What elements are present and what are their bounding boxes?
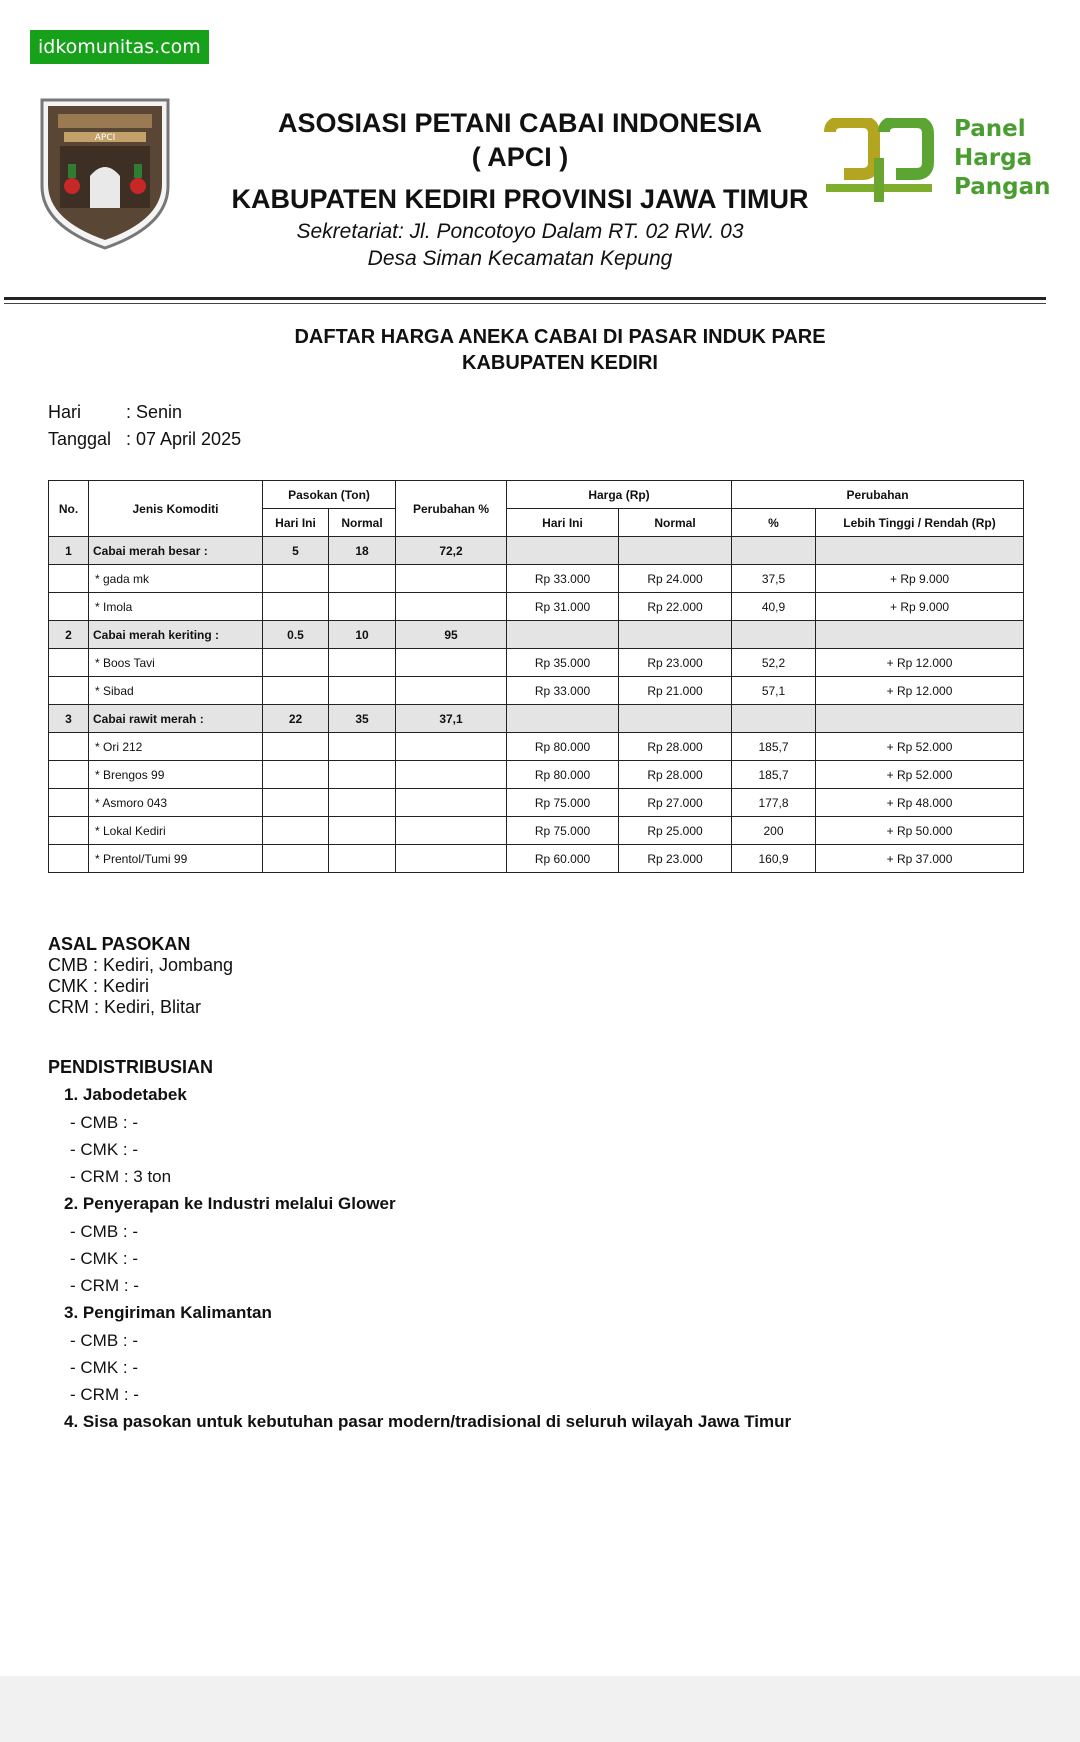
row-harga-hari-ini — [507, 705, 619, 733]
row-pasokan-normal — [329, 733, 396, 761]
row-pasokan-normal — [329, 789, 396, 817]
distribution-item: - CMB : - — [70, 1222, 138, 1241]
row-diff: + Rp 52.000 — [816, 733, 1024, 761]
row-diff: + Rp 12.000 — [816, 649, 1024, 677]
row-pct: 177,8 — [732, 789, 816, 817]
row-perubahan-pct — [396, 761, 507, 789]
row-no — [49, 761, 89, 789]
row-harga-hari-ini: Rp 35.000 — [507, 649, 619, 677]
row-harga-normal: Rp 23.000 — [619, 845, 732, 873]
org-region: KABUPATEN KEDIRI PROVINSI JAWA TIMUR — [231, 184, 809, 214]
table-header-row-1 — [49, 481, 1024, 509]
row-harga-normal: Rp 21.000 — [619, 677, 732, 705]
row-name: * gada mk — [89, 565, 263, 593]
distribution-heading: 4. Sisa pasokan untuk kebutuhan pasar modern/tradisional di seluruh wilayah Jawa Timur — [64, 1412, 792, 1431]
row-pct — [732, 537, 816, 565]
meta-date — [48, 429, 241, 450]
php-line-2: Harga — [954, 145, 1033, 171]
table-row — [49, 761, 1024, 789]
col-perubahan-pct: Perubahan % — [396, 481, 507, 537]
table-row — [49, 565, 1024, 593]
row-perubahan-pct — [396, 789, 507, 817]
row-harga-hari-ini: Rp 75.000 — [507, 789, 619, 817]
row-harga-normal: Rp 28.000 — [619, 733, 732, 761]
org-abbr: ( APCI ) — [471, 142, 569, 172]
distribution-heading: 3. Pengiriman Kalimantan — [64, 1303, 272, 1322]
row-pasokan-hari-ini — [263, 677, 329, 705]
row-diff: + Rp 9.000 — [816, 593, 1024, 621]
distribution-item: - CMK : - — [70, 1249, 138, 1268]
row-harga-normal: Rp 24.000 — [619, 565, 732, 593]
table-row — [49, 789, 1024, 817]
row-pasokan-normal: 18 — [329, 537, 396, 565]
asal-pasokan-line: CRM : Kediri, Blitar — [48, 997, 202, 1017]
row-pasokan-hari-ini: 0.5 — [263, 621, 329, 649]
asal-pasokan-section — [48, 934, 233, 1018]
row-pasokan-normal — [329, 761, 396, 789]
footer-band — [0, 1676, 1080, 1742]
row-perubahan-pct — [396, 733, 507, 761]
row-no — [49, 845, 89, 873]
meta-day-value: : Senin — [126, 402, 183, 422]
row-diff: + Rp 37.000 — [816, 845, 1024, 873]
header-rule-thin — [4, 303, 1046, 304]
row-pasokan-normal: 35 — [329, 705, 396, 733]
row-no — [49, 593, 89, 621]
row-harga-normal: Rp 25.000 — [619, 817, 732, 845]
row-pct: 52,2 — [732, 649, 816, 677]
row-no — [49, 733, 89, 761]
row-name: Cabai rawit merah : — [89, 705, 263, 733]
header-rule-thick — [4, 297, 1046, 300]
row-pasokan-hari-ini — [263, 845, 329, 873]
row-no — [49, 649, 89, 677]
distribution-item: - CMK : - — [70, 1358, 138, 1377]
row-perubahan-pct: 37,1 — [396, 705, 507, 733]
row-no: 3 — [49, 705, 89, 733]
asal-pasokan-line: CMB : Kediri, Jombang — [48, 955, 234, 975]
distribution-heading: 2. Penyerapan ke Industri melalui Glower — [64, 1194, 396, 1213]
apci-logo — [38, 94, 172, 252]
php-line-3: Pangan — [954, 174, 1051, 200]
distribution-item: - CRM : 3 ton — [70, 1167, 172, 1186]
distribution-item: - CRM : - — [70, 1385, 139, 1404]
col-pasokan-normal: Normal — [329, 509, 396, 537]
row-harga-normal: Rp 28.000 — [619, 761, 732, 789]
category-row — [49, 621, 1024, 649]
row-perubahan-pct — [396, 845, 507, 873]
row-pasokan-hari-ini — [263, 649, 329, 677]
meta-day-label: Hari — [48, 402, 82, 422]
row-pasokan-normal — [329, 845, 396, 873]
table-row — [49, 845, 1024, 873]
row-harga-normal — [619, 537, 732, 565]
watermark-badge: idkomunitas.com — [30, 30, 209, 64]
row-pct — [732, 705, 816, 733]
asal-pasokan-title: ASAL PASOKAN — [48, 934, 191, 954]
row-pct: 160,9 — [732, 845, 816, 873]
row-name: Cabai merah keriting : — [89, 621, 263, 649]
apci-logo-text: APCI — [94, 133, 116, 143]
row-harga-hari-ini: Rp 80.000 — [507, 761, 619, 789]
row-name: * Asmoro 043 — [89, 789, 263, 817]
col-harga: Harga (Rp) — [507, 481, 732, 509]
row-harga-hari-ini: Rp 33.000 — [507, 565, 619, 593]
row-name: Cabai merah besar : — [89, 537, 263, 565]
row-pct: 37,5 — [732, 565, 816, 593]
col-pasokan: Pasokan (Ton) — [263, 481, 396, 509]
row-harga-hari-ini: Rp 80.000 — [507, 733, 619, 761]
org-address-line-1: Sekretariat: Jl. Poncotoyo Dalam RT. 02 RW. 03 — [296, 220, 744, 243]
table-row — [49, 733, 1024, 761]
table-row — [49, 593, 1024, 621]
row-name: * Boos Tavi — [89, 649, 263, 677]
row-pasokan-hari-ini: 22 — [263, 705, 329, 733]
row-diff: + Rp 9.000 — [816, 565, 1024, 593]
col-perubahan-persen: % — [732, 509, 816, 537]
row-pasokan-hari-ini: 5 — [263, 537, 329, 565]
col-perubahan: Perubahan — [732, 481, 1024, 509]
row-pct: 185,7 — [732, 761, 816, 789]
table-row — [49, 677, 1024, 705]
row-pasokan-hari-ini — [263, 733, 329, 761]
meta-date-label: Tanggal — [48, 429, 112, 449]
row-no — [49, 677, 89, 705]
row-diff: + Rp 52.000 — [816, 761, 1024, 789]
row-diff — [816, 621, 1024, 649]
col-harga-normal: Normal — [619, 509, 732, 537]
asal-pasokan-line: CMK : Kediri — [48, 976, 150, 996]
row-perubahan-pct — [396, 565, 507, 593]
col-no: No. — [49, 481, 89, 537]
row-pasokan-normal — [329, 649, 396, 677]
row-harga-normal: Rp 23.000 — [619, 649, 732, 677]
category-row — [49, 705, 1024, 733]
php-line-1: Panel — [954, 116, 1026, 142]
row-pasokan-normal — [329, 817, 396, 845]
row-harga-hari-ini: Rp 60.000 — [507, 845, 619, 873]
row-pct: 185,7 — [732, 733, 816, 761]
meta-date-value: : 07 April 2025 — [126, 429, 242, 449]
distribution-heading: 1. Jabodetabek — [64, 1085, 187, 1104]
row-no: 1 — [49, 537, 89, 565]
row-diff — [816, 537, 1024, 565]
row-harga-normal: Rp 22.000 — [619, 593, 732, 621]
pendistribusian-title: PENDISTRIBUSIAN — [48, 1057, 214, 1077]
col-perubahan-selisih: Lebih Tinggi / Rendah (Rp) — [816, 509, 1024, 537]
col-pasokan-hari-ini: Hari Ini — [263, 509, 329, 537]
row-no — [49, 817, 89, 845]
row-perubahan-pct: 72,2 — [396, 537, 507, 565]
row-pasokan-normal — [329, 565, 396, 593]
category-row — [49, 537, 1024, 565]
document-title-line-2: KABUPATEN KEDIRI — [462, 352, 658, 374]
col-harga-hari-ini: Hari Ini — [507, 509, 619, 537]
row-harga-normal — [619, 621, 732, 649]
row-name: * Prentol/Tumi 99 — [89, 845, 263, 873]
row-name: * Lokal Kediri — [89, 817, 263, 845]
row-perubahan-pct — [396, 817, 507, 845]
row-diff: + Rp 12.000 — [816, 677, 1024, 705]
row-pct — [732, 621, 816, 649]
price-table — [48, 480, 1024, 873]
row-pct: 40,9 — [732, 593, 816, 621]
row-no — [49, 789, 89, 817]
row-pct: 200 — [732, 817, 816, 845]
org-address-line-2: Desa Siman Kecamatan Kepung — [367, 247, 673, 270]
row-no — [49, 565, 89, 593]
org-name: ASOSIASI PETANI CABAI INDONESIA — [277, 108, 763, 138]
row-harga-hari-ini: Rp 33.000 — [507, 677, 619, 705]
meta-day — [48, 402, 182, 423]
row-perubahan-pct — [396, 593, 507, 621]
row-pasokan-hari-ini — [263, 565, 329, 593]
row-harga-hari-ini — [507, 621, 619, 649]
row-pasokan-normal — [329, 593, 396, 621]
distribution-item: - CMB : - — [70, 1331, 138, 1350]
row-no: 2 — [49, 621, 89, 649]
row-harga-hari-ini — [507, 537, 619, 565]
row-name: * Brengos 99 — [89, 761, 263, 789]
row-pasokan-hari-ini — [263, 593, 329, 621]
col-komoditi: Jenis Komoditi — [89, 481, 263, 537]
row-harga-normal — [619, 705, 732, 733]
table-row — [49, 649, 1024, 677]
distribution-item: - CMB : - — [70, 1113, 138, 1132]
row-harga-hari-ini: Rp 31.000 — [507, 593, 619, 621]
row-pct: 57,1 — [732, 677, 816, 705]
row-harga-hari-ini: Rp 75.000 — [507, 817, 619, 845]
row-perubahan-pct: 95 — [396, 621, 507, 649]
price-table-body — [49, 537, 1024, 873]
row-name: * Imola — [89, 593, 263, 621]
table-row — [49, 817, 1024, 845]
row-diff: + Rp 50.000 — [816, 817, 1024, 845]
row-perubahan-pct — [396, 677, 507, 705]
row-pasokan-normal: 10 — [329, 621, 396, 649]
row-diff: + Rp 48.000 — [816, 789, 1024, 817]
row-pasokan-hari-ini — [263, 761, 329, 789]
row-name: * Sibad — [89, 677, 263, 705]
row-name: * Ori 212 — [89, 733, 263, 761]
row-pasokan-normal — [329, 677, 396, 705]
row-diff — [816, 705, 1024, 733]
row-perubahan-pct — [396, 649, 507, 677]
distribution-item: - CMK : - — [70, 1140, 138, 1159]
document-title-line-1: DAFTAR HARGA ANEKA CABAI DI PASAR INDUK PARE — [294, 326, 826, 348]
row-harga-normal: Rp 27.000 — [619, 789, 732, 817]
row-pasokan-hari-ini — [263, 789, 329, 817]
distribution-item: - CRM : - — [70, 1276, 139, 1295]
row-pasokan-hari-ini — [263, 817, 329, 845]
panel-harga-pangan-text — [954, 115, 1051, 202]
